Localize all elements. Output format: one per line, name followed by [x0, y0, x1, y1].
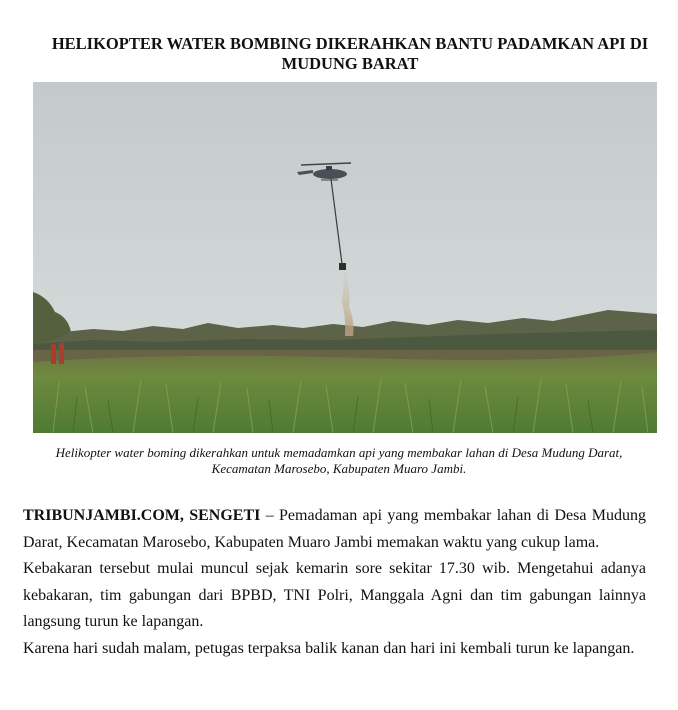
article-paragraph: Kebakaran tersebut mulai muncul sejak kemarin sore sekitar 17.30 wib. Mengetahui adanya kebakaran, tim gabungan dari BPBD, TNI Polri, Manggala Agni dan tim gabungan lainnya langsung turun ke lapangan.	[23, 560, 646, 630]
article-headline: HELIKOPTER WATER BOMBING DIKERAHKAN BANTU PADAMKAN API DI MUDUNG BARAT	[51, 34, 649, 73]
article-paragraph	[23, 503, 646, 556]
helicopter-water-bombing-photo	[33, 82, 657, 433]
person-figure	[59, 343, 64, 364]
article-paragraph: Karena hari sudah malam, petugas terpaksa balik kanan dan hari ini kembali turun ke lapangan.	[23, 639, 635, 657]
article-paragraph-text: – Pemadaman api yang membakar lahan di Desa Mudung Darat, Kecamatan Marosebo, Kabupaten Muaro Jambi memakan waktu yang cukup lama.	[23, 507, 647, 551]
water-bucket	[339, 263, 346, 270]
person-figure	[51, 344, 56, 364]
article-photo	[33, 82, 657, 433]
article-dateline: TRIBUNJAMBI.COM, SENGETI	[23, 507, 261, 524]
article-body	[23, 503, 646, 662]
photo-caption: Helikopter water boming dikerahkan untuk memadamkan api yang membakar lahan di Desa Mudung Darat, Kecamatan Marosebo, Kabupaten Muaro Jambi.	[55, 445, 623, 476]
